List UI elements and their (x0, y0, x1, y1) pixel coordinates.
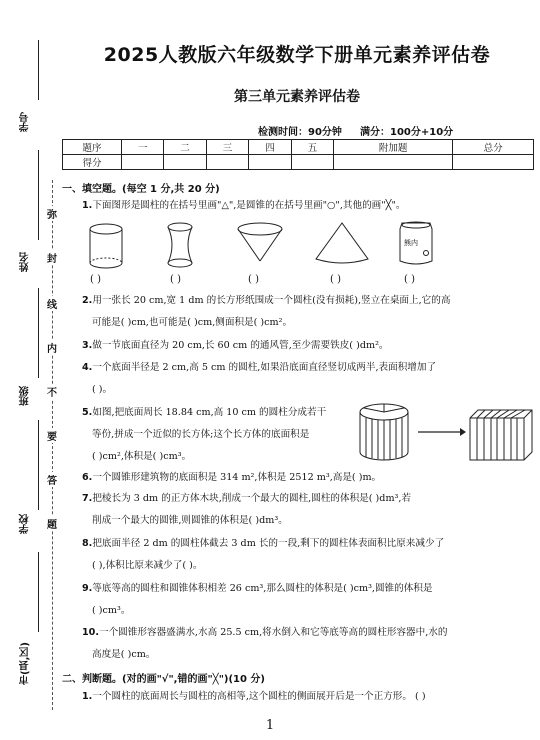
question-4-line2: ( )。 (92, 384, 113, 395)
cylinder-shape (90, 224, 122, 268)
question-6 (82, 471, 532, 484)
seal-char: 内 (47, 340, 57, 355)
shape-answer-blank[interactable]: ( ) (248, 274, 259, 285)
arrow-icon (418, 428, 466, 436)
question-5-line3: ( )cm²,体积是( )cm³。 (92, 451, 192, 462)
question-number: 8. (82, 538, 93, 549)
question-number: 10. (82, 627, 99, 638)
field-line (38, 288, 39, 378)
question-7-line2: 削成一个最大的圆锥,则圆锥的体积是( )dm³。 (92, 515, 288, 526)
score-header-cell: 五 (291, 140, 333, 155)
score-header-cell: 题序 (63, 140, 122, 155)
shape-answer-blank[interactable]: ( ) (404, 274, 415, 285)
score-input-cell[interactable] (453, 155, 534, 170)
seal-char: 要 (47, 428, 57, 443)
question-number: 5. (82, 407, 93, 418)
question-text: 等底等高的圆柱和圆锥体积相差 26 cm³,那么圆柱的体积是( )cm³,圆锥的体积是 (92, 583, 433, 594)
inverted-cone-shape (238, 223, 282, 261)
shape-answer-blank[interactable]: ( ) (170, 274, 181, 285)
score-header-cell: 一 (122, 140, 164, 155)
question-text: 一个圆锥形建筑物的底面积是 314 m²,体积是 2512 m³,高是( )m。 (92, 472, 382, 483)
score-input-cell[interactable] (291, 155, 333, 170)
question-number: 1. (82, 200, 93, 211)
jar-label: 熊内 (404, 239, 418, 247)
cylinder-to-cuboid-figure (356, 400, 534, 464)
seal-char: 封 (47, 250, 57, 265)
question-text: 一个圆锥形容器盛满水,水高 25.5 cm,将水倒入和它等底等高的圆柱形容器中,水的 (99, 627, 448, 638)
approx-cuboid (470, 410, 532, 460)
question-8 (82, 537, 532, 550)
question-number: 1. (82, 691, 93, 702)
exam-time: 检测时间：90分钟 (258, 127, 342, 138)
field-line (38, 420, 39, 510)
score-header-cell: 三 (206, 140, 248, 155)
shapes-figure (80, 215, 530, 275)
question-5 (82, 406, 352, 419)
jar-shape (400, 222, 432, 264)
question-text: 把棱长为 3 dm 的正方体木块,削成一个最大的圆柱,圆柱的体积是( )dm³,若 (92, 493, 412, 504)
score-header-cell: 二 (164, 140, 206, 155)
question-2-line2: 可能是( )cm,也可能是( )cm,侧面积是( )cm²。 (92, 317, 293, 328)
field-district: 市(县,区) (20, 642, 31, 685)
question-7 (82, 492, 532, 505)
shape-answer-blank[interactable]: ( ) (90, 274, 101, 285)
question-8-line2: ( ),体积比原来减少了( )。 (92, 560, 203, 571)
segmented-cylinder (360, 404, 408, 460)
field-line (38, 40, 39, 100)
question-3 (82, 339, 532, 352)
score-input-cell[interactable] (122, 155, 164, 170)
field-name: 姓名 (20, 252, 31, 272)
score-row-label: 得分 (63, 155, 122, 170)
score-table-header-row (63, 140, 534, 155)
seal-char: 弥 (47, 206, 57, 221)
question-number: 6. (82, 472, 93, 483)
score-table-score-row (63, 155, 534, 170)
question-text: 一个圆柱的底面周长与圆柱的高相等,这个圆柱的侧面展开后是一个正方形。 ( ) (92, 691, 426, 702)
field-line (38, 150, 39, 240)
score-header-cell: 总分 (453, 140, 534, 155)
question-10 (82, 626, 532, 639)
question-number: 9. (82, 583, 93, 594)
cone-shape (316, 223, 368, 263)
score-input-cell[interactable] (249, 155, 291, 170)
question-5-line2: 等份,拼成一个近似的长方体;这个长方体的底面积是 (92, 429, 310, 440)
shape-answer-blank[interactable]: ( ) (330, 274, 341, 285)
question-number: 2. (82, 295, 93, 306)
seal-char: 题 (47, 516, 57, 531)
seal-char: 答 (47, 472, 57, 487)
question-text: 一个底面半径是 2 cm,高 5 cm 的圆柱,如果沿底面直径竖切成两半,表面积增加了 (92, 362, 437, 373)
question-1 (82, 199, 532, 212)
score-input-cell[interactable] (164, 155, 206, 170)
question-text: 下面图形是圆柱的在括号里画"△",是圆锥的在括号里画"○",其他的画"╳"。 (92, 200, 406, 211)
binding-margin (0, 0, 58, 740)
question-2 (82, 294, 532, 307)
section-2-title: 二、判断题。(对的画"√",错的画"╳")(10 分) (62, 674, 266, 685)
score-input-cell[interactable] (334, 155, 453, 170)
question-10-line2: 高度是( )cm。 (92, 649, 156, 660)
score-table (62, 139, 534, 170)
question-number: 4. (82, 362, 93, 373)
page-number: 1 (265, 718, 275, 733)
field-class: 班级 (20, 386, 31, 406)
seal-char: 不 (47, 384, 57, 399)
question-text: 如图,把底面周长 18.84 cm,高 10 cm 的圆柱分成若干 (92, 407, 327, 418)
field-student-id: 学号 (20, 112, 31, 132)
seal-char: 线 (47, 296, 57, 311)
exam-title: 2025人教版六年级数学下册单元素养评估卷 (103, 44, 491, 66)
waisted-shape (168, 223, 192, 267)
question-9 (82, 582, 532, 595)
score-header-cell: 附加题 (334, 140, 453, 155)
question-text: 把底面半径 2 dm 的圆柱体截去 3 dm 长的一段,剩下的圆柱体表面积比原来减少了 (92, 538, 445, 549)
judge-question-1 (82, 690, 532, 703)
field-line (38, 552, 39, 632)
score-input-cell[interactable] (206, 155, 248, 170)
question-9-line2: ( )cm³。 (92, 605, 131, 616)
field-school: 学校 (20, 514, 31, 534)
score-header-cell: 四 (249, 140, 291, 155)
question-text: 做一节底面直径为 20 cm,长 60 cm 的通风管,至少需要铁皮( )dm²。 (92, 340, 389, 351)
question-text: 用一张长 20 cm,宽 1 dm 的长方形纸围成一个圆柱(没有损耗),竖立在桌面上,它的高 (92, 295, 451, 306)
section-1-title: 一、填空题。(每空 1 分,共 20 分) (62, 184, 220, 195)
question-number: 3. (82, 340, 93, 351)
question-4 (82, 361, 532, 374)
exam-full-score: 满分：100分+10分 (360, 127, 454, 138)
exam-subtitle: 第三单元素养评估卷 (234, 89, 360, 105)
question-number: 7. (82, 493, 93, 504)
